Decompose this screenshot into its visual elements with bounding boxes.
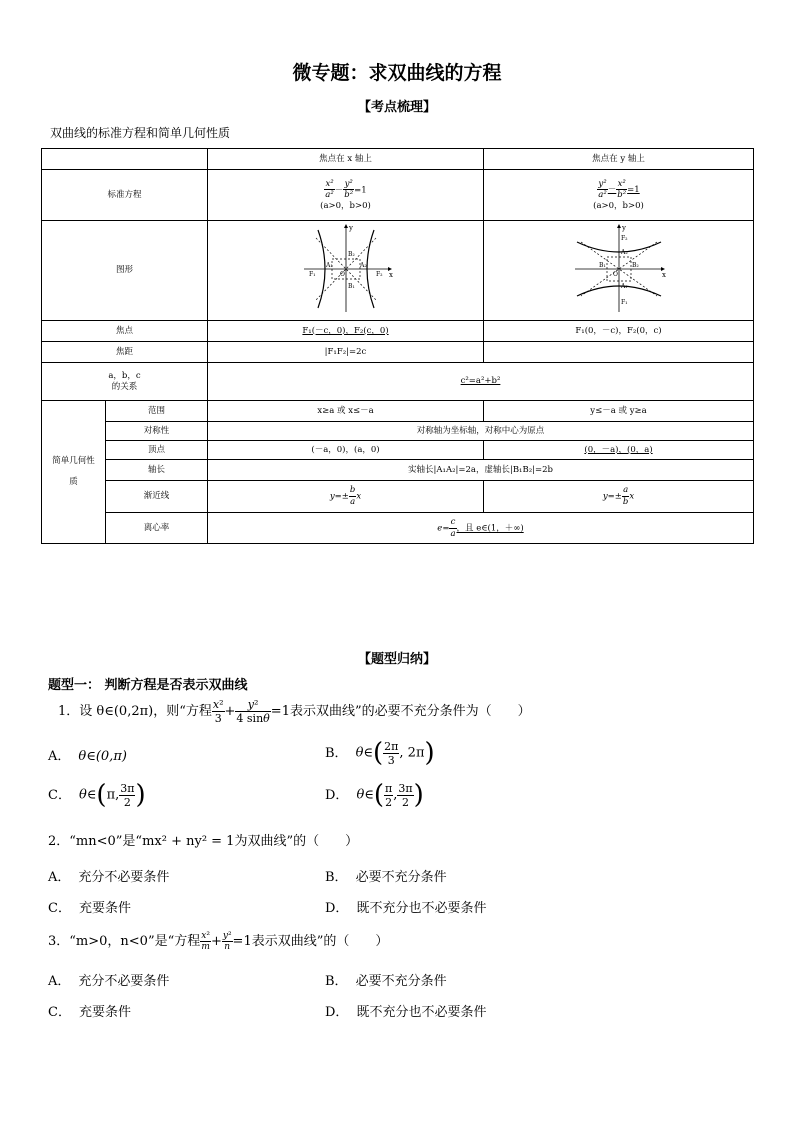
question-2: 2．“mn<0”是“mx² + ny² = 1为双曲线”的（ ） — [48, 834, 359, 849]
sub-label-vertex: 顶点 — [106, 441, 208, 460]
sub-label-axis-length: 轴长 — [106, 460, 208, 481]
graph-y — [484, 221, 754, 321]
asymptote-x: y=± $\frac{b}{a}$ x — [208, 481, 484, 513]
svg-text:B₂: B₂ — [347, 250, 355, 258]
svg-text:y: y — [348, 223, 353, 232]
range-x: x≥a 或 x≤－a — [208, 401, 484, 422]
sub-label-range: 范围 — [106, 401, 208, 422]
q2-option-d: D． 既不充分也不必要条件 — [325, 901, 487, 916]
hyperbola-properties-table — [41, 148, 754, 544]
section-heading-review: 【考点梳理】 — [357, 100, 436, 115]
section-heading-types: 【题型归纳】 — [357, 652, 436, 667]
svg-text:x: x — [661, 270, 666, 279]
q1-option-b: B． θ∈( $\frac{2\pi}{3}$ , 2π) — [325, 738, 435, 768]
q1-option-a: A． θ∈(0,π) — [48, 749, 127, 764]
asymptote-y: y=± $\frac{a}{b}$ x — [484, 481, 754, 513]
std-eq-y: $\frac{\text{y²}}{\text{a²}}$ － $\frac{\text{x²}}{\text{b²}}$ =1 (a>0，b>0) — [484, 170, 754, 221]
svg-text:A₁: A₁ — [620, 282, 628, 290]
sub-label-symmetry: 对称性 — [106, 422, 208, 441]
svg-text:B₁: B₁ — [347, 282, 355, 290]
type1-heading: 题型一： 判断方程是否表示双曲线 — [48, 678, 248, 693]
q3-option-b: B． 必要不充分条件 — [325, 974, 447, 989]
svg-text:F₁: F₁ — [620, 298, 628, 306]
graph-x — [208, 221, 484, 321]
row-label-relation: a，b，c 的关系 — [42, 363, 208, 401]
hyperbola-x-axis-figure — [296, 222, 396, 316]
question-3: 3．“m>0，n<0”是“方程 $\frac{\text{x²}}{m}$ + $\frac{\text{y²}}{n}$ =1表示双曲线”的（ ） — [48, 931, 389, 952]
range-y: y≤－a 或 y≥a — [484, 401, 754, 422]
svg-text:B₁: B₁ — [598, 261, 606, 269]
sub-label-eccentricity: 离心率 — [106, 513, 208, 544]
vertex-y: (0，－a)，(0，a) — [484, 441, 754, 460]
relation-value: c²=a²+b² — [208, 363, 754, 401]
question-1: 1．设 θ∈(0,2π)，则“方程 $\frac{\text{x²}}{3}$ + $\frac{\text{y²}}{4 \sin\theta}$ =1表示双曲线”的必要不充分条件为（ ） — [58, 698, 531, 725]
svg-text:x: x — [388, 270, 393, 279]
q3-option-c: C． 充要条件 — [48, 1005, 131, 1020]
q2-option-c: C． 充要条件 — [48, 901, 131, 916]
svg-text:O: O — [612, 270, 618, 278]
page-title: 微专题：求双曲线的方程 — [292, 62, 502, 84]
svg-text:A₁: A₁ — [325, 261, 333, 269]
svg-text:F₁: F₁ — [308, 270, 316, 278]
svg-text:O: O — [339, 270, 345, 278]
intro-text: 双曲线的标准方程和简单几何性质 — [50, 126, 231, 140]
svg-text:F₂: F₂ — [375, 270, 383, 278]
q1-option-d: D． θ∈( $\frac{\pi}{2}$ , $\frac{3\pi}{2}$ ) — [325, 780, 424, 810]
row-label-focal-distance: 焦距 — [42, 342, 208, 363]
symmetry-value: 对称轴为坐标轴，对称中心为原点 — [208, 422, 754, 441]
row-label-focus: 焦点 — [42, 321, 208, 342]
focus-x: F₁(－c，0)，F₂(c，0) — [208, 321, 484, 342]
q3-option-a: A． 充分不必要条件 — [48, 974, 170, 989]
q3-option-d: D． 既不充分也不必要条件 — [325, 1005, 487, 1020]
hyperbola-y-axis-figure — [569, 222, 669, 316]
q2-option-a: A． 充分不必要条件 — [48, 870, 170, 885]
svg-text:B₂: B₂ — [631, 261, 639, 269]
q1-option-c: C． θ∈(π, $\frac{3\pi}{2}$ ) — [48, 780, 146, 810]
row-label-graph: 图形 — [42, 221, 208, 321]
row-label-standard-equation: 标准方程 — [42, 170, 208, 221]
std-eq-x: $\frac{\text{x²}}{\text{a²}}$ － $\frac{\text{y²}}{\text{b²}}$ =1 (a>0，b>0) — [208, 170, 484, 221]
std-cond-y: (a>0，b>0) — [593, 200, 644, 211]
header-x-axis: 焦点在 x 轴上 — [208, 149, 484, 170]
header-y-axis: 焦点在 y 轴上 — [484, 149, 754, 170]
sub-label-asymptote: 渐近线 — [106, 481, 208, 513]
svg-text:A₂: A₂ — [620, 248, 628, 256]
svg-text:A₂: A₂ — [359, 261, 367, 269]
svg-text:F₂: F₂ — [620, 234, 628, 242]
std-cond-x: (a>0，b>0) — [320, 200, 371, 211]
svg-text:y: y — [621, 223, 626, 232]
focus-y: F₁(0，－c)，F₂(0，c) — [484, 321, 754, 342]
vertex-x: (－a，0)，(a，0) — [208, 441, 484, 460]
axis-length-value: 实轴长|A₁A₂|=2a，虚轴长|B₁B₂|=2b — [208, 460, 754, 481]
eccentricity-value: e= $\frac{c}{a}$ ，且 e∈(1，＋∞) — [208, 513, 754, 544]
row-label-geometry: 简单几何性 质 — [42, 401, 106, 544]
q2-option-b: B． 必要不充分条件 — [325, 870, 447, 885]
focal-distance: |F₁F₂|=2c — [208, 342, 484, 363]
